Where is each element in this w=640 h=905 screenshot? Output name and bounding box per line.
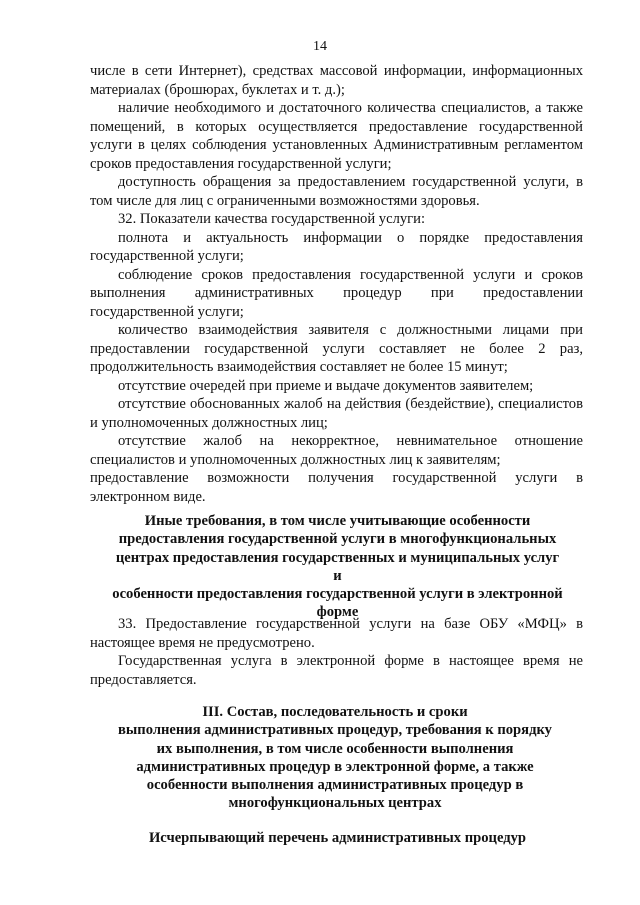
paragraph: 32. Показатели качества государственной услуги: [118, 211, 426, 227]
heading-line: III. Состав, последовательность и сроки [202, 704, 468, 720]
heading-line: предоставления государственной услуги в многофункциональных [118, 531, 557, 548]
paragraph: доступность обращения за предоставлением государственной услуги, в том числе для лиц с ограниченными возможностями здоровья. [90, 174, 583, 209]
paragraph: Государственная услуга в электронной форме в настоящее время не предоставляется. [90, 653, 583, 688]
heading-line: Исчерпывающий перечень административных процедур [148, 830, 527, 846]
heading-line: центрах предоставления государственных и муниципальных услуг и [115, 549, 560, 584]
paragraph: предоставление возможности получения государственной услуги в электронном виде. [90, 470, 583, 505]
heading-line: особенности предоставления государственной услуги в электронной [112, 586, 563, 603]
paragraph: отсутствие жалоб на некорректное, невнимательное отношение специалистов и уполномоченных должностных лиц к заявителям; [90, 433, 583, 468]
body-text-mid [90, 615, 583, 689]
heading-line: Иные требования, в том числе учитывающие особенности [144, 513, 531, 529]
heading-procedures-list [110, 829, 565, 847]
heading-line: их выполнения, в том числе особенности выполнения [156, 740, 514, 757]
heading-other-requirements [110, 512, 565, 622]
body-text-top [90, 62, 583, 506]
paragraph: числе в сети Интернет), средствах массовой информации, информационных материалах (брошюрах, буклетах и т. д.); [90, 63, 583, 98]
heading-line: особенности выполнения административных процедур в [146, 777, 524, 794]
heading-line: форме [316, 604, 359, 621]
paragraph: соблюдение сроков предоставления государственной услуги и сроков выполнения административных процедур при предоставлении государственной услуги; [90, 266, 583, 320]
paragraph: 33. Предоставление государственной услуги на базе ОБУ «МФЦ» в настоящее время не предусмотрено. [90, 616, 583, 651]
heading-line: административных процедур в электронной форме, а также [136, 758, 534, 775]
paragraph: отсутствие очередей при приеме и выдаче документов заявителем; [118, 377, 534, 394]
paragraph: полнота и актуальность информации о порядке предоставления государственной услуги; [90, 229, 583, 264]
heading-line: выполнения административных процедур, требования к порядку [118, 722, 552, 739]
paragraph: отсутствие обоснованных жалоб на действия (бездействие), специалистов и уполномоченных должностных лиц; [90, 396, 583, 431]
paragraph: наличие необходимого и достаточного количества специалистов, а также помещений, в которых осуществляется предоставление государственной услуги в целях соблюдения установленных Административным регламентом сроков предоставления государственной услуги; [90, 100, 583, 172]
page-number: 14 [313, 39, 327, 54]
heading-line: многофункциональных центрах [228, 795, 442, 812]
paragraph: количество взаимодействия заявителя с должностными лицами при предоставлении государственной услуги составляет не более 2 раз, продолжительность взаимодействия составляет не более 15 минут; [90, 322, 583, 375]
heading-section-3 [100, 703, 570, 813]
